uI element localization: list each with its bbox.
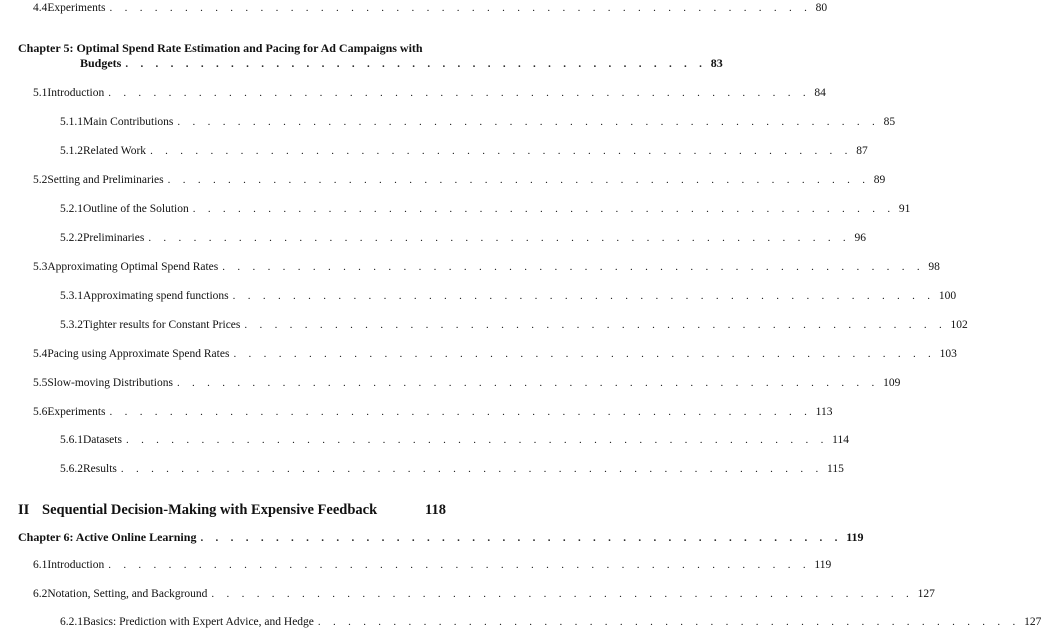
part-page: 118 [421, 502, 446, 519]
toc-entry-number: 5.6.2 [60, 463, 83, 475]
toc-entry-number: 5.5 [33, 377, 48, 389]
leader-dots: . . . . . . . . . . . . . . . . . . . . . . . . . . . . . . . . . . . . . . . . . . . . . . . [222, 261, 925, 273]
toc-entry-title: Experiments [47, 2, 109, 14]
toc-entry-page: 80 [812, 2, 828, 14]
toc-entry-5-2[interactable] [33, 174, 886, 186]
part-number: II [18, 502, 30, 518]
toc-entry-title: Introduction [47, 87, 108, 99]
toc-entry-title: Results [83, 463, 121, 475]
toc-entry-6-2-1[interactable] [60, 616, 1041, 628]
leader-dots: . . . . . . . . . . . . . . . . . . . . . . . . . . . . . . . . . . . . . . . . . . . . . . . [176, 377, 880, 389]
leader-dots: . . . . . . . . . . . . . . . . . . . . . . . . . . . . . . . . . . . . . . . . . . . . . . . [233, 348, 936, 360]
toc-entry-5-6[interactable] [33, 406, 833, 418]
toc-entry-5-1-1[interactable] [60, 116, 896, 128]
toc-entry-number: 5.2.2 [60, 232, 83, 244]
leader-dots: . . . . . . . . . . . . . . . . . . . . . . . . . . . . . . . . . . . . . . . . . . . . . . . [192, 203, 895, 215]
toc-entry-number: 5.2 [33, 174, 48, 186]
leader-dots: . . . . . . . . . . . . . . . . . . . . . . . . . . . . . . . . . . . . . . . . . . . . . . . [244, 319, 947, 331]
toc-entry-page: 87 [852, 145, 868, 157]
chapter-title: Chapter 6: Active Online Learning [18, 530, 200, 545]
toc-entry-number: 5.3.1 [60, 290, 83, 302]
toc-entry-number: 4.4 [33, 2, 48, 14]
leader-dots: . . . . . . . . . . . . . . . . . . . . . . . . . . . . . . . . . . . . . . . . . . . . . . . [317, 616, 1021, 628]
toc-entry-page: 102 [947, 319, 968, 331]
toc-entry-number: 5.2.1 [60, 203, 83, 215]
toc-entry-page: 85 [880, 116, 896, 128]
toc-entry-number: 5.4 [33, 348, 48, 360]
toc-entry-number: 5.1.2 [60, 145, 83, 157]
toc-entry-number: 6.2.1 [60, 616, 83, 628]
toc-entry-page: 127 [1020, 616, 1041, 628]
toc-entry-title: Pacing using Approximate Spend Rates [47, 348, 233, 360]
leader-dots: . . . . . . . . . . . . . . . . . . . . . . . . . . . . . . . . . . . . . . . . . . . . . . . [211, 588, 914, 600]
leader-dots: . . . . . . . . . . . . . . . . . . . . . . . . . . . . . . . . . . . . . . . . . . . . . . . [148, 232, 851, 244]
toc-entry-number: 5.3.2 [60, 319, 83, 331]
leader-dots: . . . . . . . . . . . . . . . . . . . . . . . . . . . . . . . . . . . . . . . . . . . [200, 532, 843, 544]
toc-entry-page: 127 [914, 588, 935, 600]
leader-dots: . . . . . . . . . . . . . . . . . . . . . . . . . . . . . . . . . . . . . . . . . . . . . . . [108, 559, 811, 571]
toc-entry-title: Preliminaries [83, 232, 148, 244]
toc-entry-5-2-2[interactable] [60, 232, 866, 244]
toc-entry-title: Related Work [83, 145, 150, 157]
toc-entry-5-4[interactable] [33, 348, 957, 360]
toc-entry-page: 119 [810, 559, 831, 571]
leader-dots: . . . . . . . . . . . . . . . . . . . . . . . . . . . . . . . . . . . . . . . . . . . . . . . [150, 145, 853, 157]
toc-entry-page: 98 [924, 261, 940, 273]
toc-entry-title: Notation, Setting, and Background [47, 588, 211, 600]
leader-dots: . . . . . . . . . . . . . . . . . . . . . . . . . . . . . . . . . . . . . . . . . . . . . . . [125, 434, 829, 446]
toc-entry-page: 100 [935, 290, 956, 302]
toc-entry-number: 5.6 [33, 406, 48, 418]
toc-entry-number: 6.2 [33, 588, 48, 600]
toc-entry-number: 5.3 [33, 261, 48, 273]
toc-entry-title: Approximating spend functions [83, 290, 233, 302]
toc-entry-number: 5.1 [33, 87, 48, 99]
toc-entry-title: Basics: Prediction with Expert Advice, and Hedge [83, 616, 318, 628]
toc-entry-page: 114 [828, 434, 849, 446]
toc-entry-title: Outline of the Solution [83, 203, 193, 215]
toc-entry-5-5[interactable] [33, 377, 901, 389]
chapter-title-line2: Budgets [80, 56, 125, 71]
toc-entry-title: Main Contributions [83, 116, 177, 128]
leader-dots: . . . . . . . . . . . . . . . . . . . . . . . . . . . . . . . . . . . . . . . . . . . . . . . [108, 87, 811, 99]
leader-dots: . . . . . . . . . . . . . . . . . . . . . . . . . . . . . . . . . . . . . . . . . . . . . . . [109, 2, 812, 14]
chapter-page: 83 [707, 56, 723, 71]
leader-dots: . . . . . . . . . . . . . . . . . . . . . . . . . . . . . . . . . . . . . . . . . . . . . . . [167, 174, 870, 186]
toc-entry-title: Tighter results for Constant Prices [83, 319, 244, 331]
toc-entry-page: 89 [870, 174, 886, 186]
toc-entry-title: Approximating Optimal Spend Rates [47, 261, 222, 273]
toc-entry-5-3-2[interactable] [60, 319, 968, 331]
toc-entry-page: 115 [823, 463, 844, 475]
toc-chapter-5[interactable] [18, 41, 723, 72]
chapter-page: 119 [842, 530, 863, 545]
toc-entry-5-3-1[interactable] [60, 290, 957, 302]
toc-entry-title: Datasets [83, 434, 126, 446]
toc-entry-number: 6.1 [33, 559, 48, 571]
toc-entry-5-1[interactable] [33, 87, 826, 99]
leader-dots: . . . . . . . . . . . . . . . . . . . . . . . . . . . . . . . . . . . . . . . . . . . . . . . [120, 463, 824, 475]
toc-entry-page: 96 [850, 232, 866, 244]
toc-entry-5-1-2[interactable] [60, 145, 868, 157]
toc-chapter-6[interactable] [18, 530, 864, 545]
leader-dots: . . . . . . . . . . . . . . . . . . . . . . . . . . . . . . . . . . . . . . . . . . . . . . . [232, 290, 935, 302]
chapter-title-line1: Chapter 5: Optimal Spend Rate Estimation and Pacing for Ad Campaigns with [18, 41, 423, 55]
toc-entry-6-2[interactable] [33, 588, 935, 600]
toc-entry-number: 5.1.1 [60, 116, 83, 128]
toc-entry-title: Slow-moving Distributions [47, 377, 177, 389]
toc-part-2[interactable] [18, 502, 446, 519]
toc-entry-page: 113 [812, 406, 833, 418]
toc-entry-page: 84 [810, 87, 826, 99]
leader-dots: . . . . . . . . . . . . . . . . . . . . . . . . . . . . . . . . . . . . . . . . . . . . . . . [177, 116, 880, 128]
toc-entry-5-6-1[interactable] [60, 434, 849, 446]
toc-entry-page: 109 [879, 377, 900, 389]
toc-entry-4-4[interactable] [33, 2, 828, 14]
toc-entry-page: 103 [936, 348, 957, 360]
toc-entry-title: Introduction [47, 559, 108, 571]
toc-entry-title: Experiments [47, 406, 109, 418]
toc-entry-number: 5.6.1 [60, 434, 83, 446]
toc-entry-page: 91 [895, 203, 911, 215]
toc-entry-5-6-2[interactable] [60, 463, 844, 475]
leader-dots: . . . . . . . . . . . . . . . . . . . . . . . . . . . . . . . . . . . . . . . [125, 58, 707, 70]
toc-entry-6-1[interactable] [33, 559, 832, 571]
toc-entry-title: Setting and Preliminaries [47, 174, 167, 186]
leader-dots: . . . . . . . . . . . . . . . . . . . . . . . . . . . . . . . . . . . . . . . . . . . . . . . [109, 406, 812, 418]
part-title: Sequential Decision-Making with Expensive Feedback [42, 502, 421, 519]
toc-entry-5-3[interactable] [33, 261, 940, 273]
toc-entry-5-2-1[interactable] [60, 203, 911, 215]
